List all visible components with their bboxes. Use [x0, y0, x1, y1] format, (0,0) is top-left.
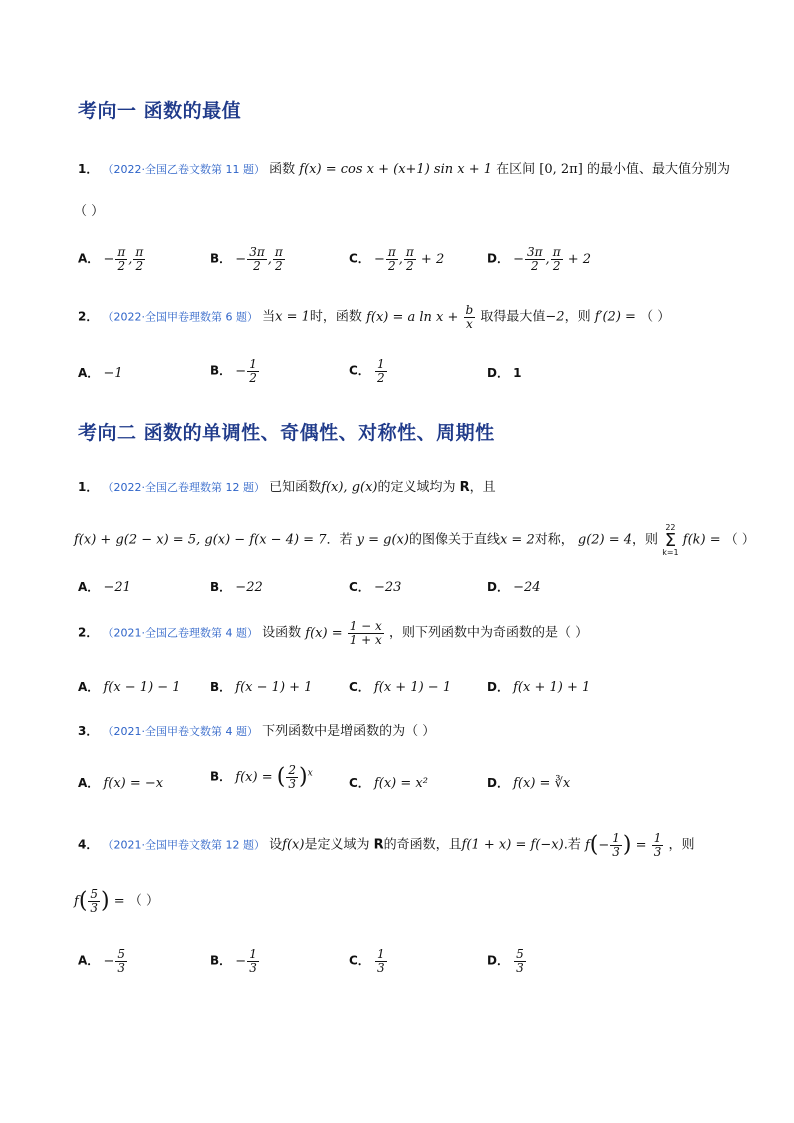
option-value: − $\frac{3\pi}{2}$ , $\frac{\pi}{2}$ — [235, 245, 283, 273]
option-value: f(x) = x² — [373, 776, 428, 791]
question-source: （2022·全国乙卷文数第 11 题） — [102, 163, 265, 176]
option-a — [78, 364, 123, 381]
option-b — [210, 246, 286, 272]
function-expression: f(x) = a ln x + $\frac{b}{x}$ — [366, 303, 474, 331]
question-2-3 — [78, 720, 435, 739]
interval: [0, 2π] — [539, 162, 583, 177]
real-set: R — [373, 837, 384, 853]
answer-blank: （ ） — [640, 309, 671, 325]
option-label: A． — [78, 580, 100, 594]
option-d — [487, 948, 527, 974]
option-a — [78, 948, 128, 974]
question-2-4-line2 — [74, 888, 159, 914]
option-label: A． — [78, 251, 100, 266]
option-label: C． — [349, 363, 370, 378]
option-a — [78, 774, 163, 791]
option-value: −21 — [103, 580, 131, 595]
option-label: B． — [210, 251, 232, 266]
question-text: 的最小值、最大值分别为 — [586, 162, 730, 177]
question-text: 在区间 — [496, 162, 536, 177]
option-value: f(x + 1) − 1 — [373, 680, 452, 695]
option-label: C． — [349, 680, 370, 694]
option-label: A． — [78, 776, 100, 790]
option-b — [210, 678, 312, 695]
option-value: − $\frac{3\pi}{2}$ , $\frac{\pi}{2}$ + 2 — [513, 245, 592, 273]
option-label: B． — [210, 953, 232, 968]
given-value: g(2) = 4 — [577, 532, 633, 548]
question-text: 设 — [269, 837, 283, 853]
question-source: （2021·全国甲卷文数第 12 题） — [102, 838, 265, 852]
question-text: ，则 — [668, 837, 695, 853]
option-value: −23 — [373, 580, 402, 595]
option-b — [210, 764, 313, 790]
option-label: B． — [210, 680, 232, 694]
sum-upper: 22 — [665, 523, 676, 532]
option-label: D． — [487, 776, 509, 790]
option-a — [78, 678, 181, 695]
question-text: 已知函数 — [269, 480, 322, 495]
question-number: 4． — [78, 837, 99, 852]
option-value: $\frac{1}{3}$ — [376, 947, 385, 975]
option-c — [349, 578, 401, 595]
question-text: ，则 — [632, 532, 659, 548]
given-value: f(− $\frac{1}{3}$ ) = $\frac{1}{3}$ — [584, 831, 662, 859]
question-text: 的定义域均为 — [377, 480, 456, 495]
question-text: 取得最大值 — [480, 309, 546, 325]
option-value: − $\frac{1}{3}$ — [235, 947, 257, 975]
option-value: − $\frac{1}{2}$ — [235, 357, 257, 385]
question-source: （2022·全国甲卷理数第 6 题） — [102, 310, 258, 324]
option-value: f(x − 1) − 1 — [103, 680, 181, 695]
option-a — [78, 578, 131, 595]
option-c — [349, 948, 388, 974]
question-text: 对称， — [534, 532, 574, 548]
question-text: 设函数 — [262, 625, 302, 641]
real-set: R — [459, 480, 470, 495]
equation: f(x) + g(2 − x) = 5, g(x) − f(x − 4) = 7 — [74, 532, 327, 548]
option-value: −1 — [103, 366, 123, 381]
question-2-4 — [78, 832, 694, 858]
question-text: ，则 — [564, 309, 591, 325]
condition: x = 1 — [275, 309, 310, 325]
question-number: 2． — [78, 625, 99, 640]
option-value: $\frac{5}{3}$ — [516, 947, 524, 975]
max-value: −2 — [545, 309, 565, 325]
question-text: 当 — [262, 309, 276, 325]
option-label: C． — [349, 953, 370, 968]
option-c — [349, 678, 451, 695]
symmetry-line: x = 2 — [499, 532, 535, 548]
answer-blank: （ ） — [74, 204, 105, 219]
option-value: f(x − 1) + 1 — [235, 680, 313, 695]
option-label: A． — [78, 680, 100, 694]
option-value: −24 — [513, 580, 541, 595]
question-source: （2021·全国甲卷文数第 4 题） — [102, 725, 258, 738]
question-number: 3． — [78, 724, 99, 738]
question-2-1 — [78, 476, 496, 495]
option-label: C． — [349, 580, 370, 594]
option-label: D． — [487, 680, 509, 694]
summation-symbol: 22 Σ k=1 — [662, 523, 679, 557]
option-d — [487, 578, 541, 595]
option-label: D． — [487, 251, 509, 266]
function-expression: f(x) = cos x + (x+1) sin x + 1 — [299, 162, 492, 177]
question-number: 1． — [78, 162, 99, 176]
option-label: D． — [487, 366, 509, 380]
option-c — [349, 358, 388, 384]
section-title-2: 考向二 函数的单调性、奇偶性、对称性、周期性 — [78, 422, 495, 444]
option-d — [487, 246, 591, 272]
sum-lower: k=1 — [662, 547, 679, 557]
question-text: 函数 — [269, 162, 296, 177]
option-label: D． — [487, 953, 509, 968]
question-text: 时，函数 — [309, 309, 362, 325]
question-text: 的奇函数，且 — [383, 837, 462, 853]
sum-expression: f(k) = — [682, 532, 721, 548]
option-d — [487, 678, 590, 695]
section-title-1: 考向一 函数的最值 — [78, 100, 242, 122]
option-b — [210, 578, 263, 595]
option-c — [349, 774, 428, 791]
question-text: ，且 — [469, 480, 496, 495]
option-a — [78, 246, 146, 272]
option-c — [349, 246, 444, 272]
question-2-2 — [78, 620, 588, 646]
option-value: −22 — [235, 580, 263, 595]
option-label: B． — [210, 769, 232, 784]
option-label: A． — [78, 953, 100, 968]
option-value: − $\frac{5}{3}$ — [103, 947, 125, 975]
functions: f(x), g(x) — [321, 480, 378, 495]
answer-blank: （ ） — [724, 532, 755, 548]
equation: f(1 + x) = f(−x) — [461, 837, 564, 853]
asked-expression: f( $\frac{5}{3}$ ) = — [74, 887, 125, 915]
option-value: − $\frac{\pi}{2}$ , $\frac{\pi}{2}$ + 2 — [373, 245, 445, 273]
option-value: − $\frac{\pi}{2}$ , $\frac{\pi}{2}$ — [103, 245, 144, 273]
question-text: 的图像关于直线 — [408, 532, 500, 548]
question-source: （2022·全国乙卷理数第 12 题） — [102, 481, 265, 494]
equation: y = g(x) — [356, 532, 409, 548]
question-text: ，则下列函数中为奇函数的是（ ） — [388, 625, 589, 641]
option-label: C． — [349, 776, 370, 790]
option-label: B． — [210, 580, 232, 594]
question-1-1 — [78, 158, 730, 177]
option-value: f(x) = −x — [103, 776, 164, 791]
question-text: 是定义域为 — [304, 837, 370, 853]
option-value: f(x) = ( $\frac{2}{3}$ )$^x$ — [235, 763, 313, 791]
question-2-1-line2 — [74, 524, 755, 556]
question-text: 下列函数中是增函数的为（ ） — [262, 724, 436, 739]
answer-blank: （ ） — [128, 893, 159, 909]
option-d — [487, 364, 521, 381]
function: f(x) — [282, 837, 305, 853]
option-value: 1 — [513, 366, 522, 380]
option-value: f(x) = ∛x — [513, 776, 571, 791]
question-number: 1． — [78, 480, 99, 494]
option-label: A． — [78, 366, 100, 380]
option-value: $\frac{1}{2}$ — [376, 357, 385, 385]
question-source: （2021·全国乙卷理数第 4 题） — [102, 626, 258, 640]
function-expression: f(x) = $\frac{1 - x}{1 + x}$ — [305, 619, 382, 647]
option-label: B． — [210, 363, 232, 378]
question-1-2 — [78, 304, 670, 330]
option-label: C． — [349, 251, 370, 266]
option-label: D． — [487, 580, 509, 594]
option-d — [487, 774, 570, 791]
asked-expression: f′(2) = — [594, 309, 636, 325]
question-text: ．若 — [326, 532, 353, 548]
question-number: 2． — [78, 309, 99, 324]
option-b — [210, 358, 260, 384]
option-b — [210, 948, 260, 974]
option-value: f(x + 1) + 1 — [513, 680, 591, 695]
question-text: .若 — [563, 837, 581, 853]
